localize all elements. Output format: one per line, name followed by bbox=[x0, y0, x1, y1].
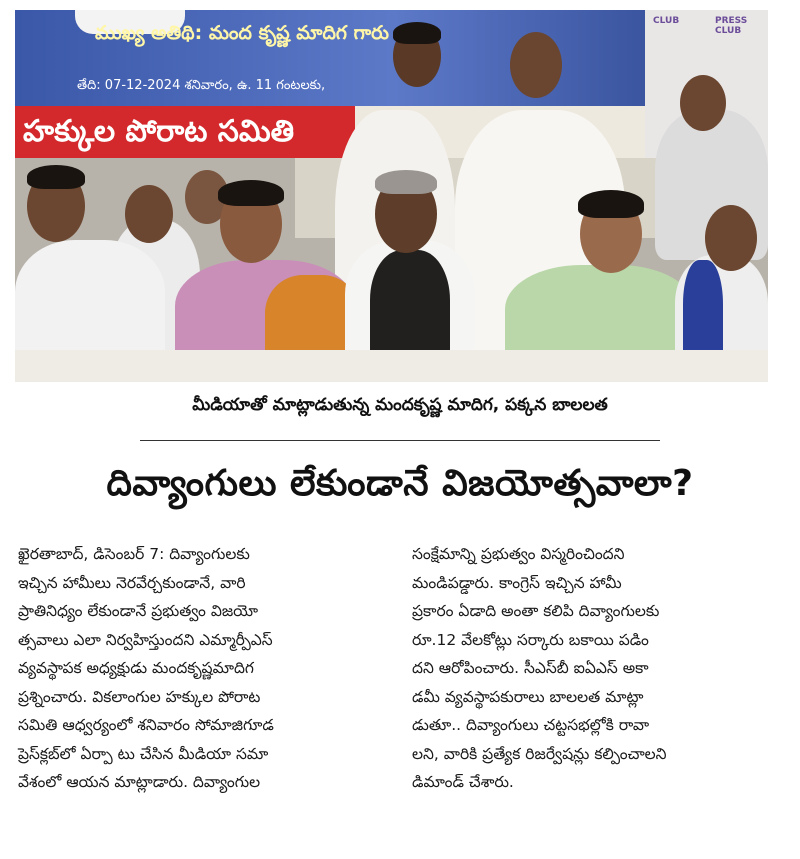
news-photo bbox=[15, 10, 768, 382]
article-line: లని, వారికి ప్రత్యేక రిజర్వేషన్లు కల్పించాలని bbox=[412, 744, 667, 763]
article-line: ప్రకారం ఏడాది అంతా కలిపి దివ్యాంగులకు bbox=[412, 602, 660, 620]
banner-title: హక్కుల పోరాట సమితి bbox=[23, 114, 295, 149]
article-line: డుతూ.. దివ్యాంగులు చట్టసభల్లోకి రావా bbox=[412, 716, 650, 734]
press-tag: PRESS CLUB bbox=[715, 16, 748, 36]
person-hair bbox=[375, 170, 437, 194]
article-line: ప్రెస్‌క్లబ్‌లో ఏర్పా టు చేసిన మీడియా సమా bbox=[18, 744, 269, 763]
person-head bbox=[705, 205, 757, 271]
article-line: రూ.12 వేలకోట్లు సర్కారు బకాయి పడిం bbox=[412, 630, 649, 649]
banner-red-strip bbox=[15, 106, 355, 158]
article-column-right bbox=[412, 540, 784, 797]
article-line: దని ఆరోపించారు. సీఎస్‌బీ ఐఏఎస్ అకా bbox=[412, 659, 649, 677]
person-head bbox=[510, 32, 562, 98]
article-line: డిమాండ్ చేశారు. bbox=[412, 773, 514, 791]
person-hair bbox=[218, 180, 284, 206]
article-line: మండిపడ్డారు. కాంగ్రెస్ ఇచ్చిన హామీ bbox=[412, 573, 622, 592]
person-head bbox=[125, 185, 173, 243]
article-line: సంక్షేమాన్ని ప్రభుత్వం విస్మరించిందని bbox=[412, 545, 625, 563]
person-hair bbox=[578, 190, 644, 218]
person-hair bbox=[393, 22, 441, 44]
article-line: ఖైరతాబాద్, డిసెంబర్ 7: దివ్యాంగులకు bbox=[18, 545, 250, 563]
article-line: డమీ వ్యవస్థాపకురాలు బాలలత మాట్లా bbox=[412, 687, 644, 706]
article-line: ప్రశ్నించారు. వికలాంగుల హక్కుల పోరాట bbox=[18, 687, 261, 706]
person-hair bbox=[27, 165, 85, 189]
conference-table bbox=[15, 350, 768, 382]
banner-date-line: తేది: 07-12-2024 శనివారం, ఉ. 11 గంటలకు, bbox=[77, 78, 326, 93]
article-line: ఇచ్చిన హామీలు నెరవేర్చకుండానే, వారి bbox=[18, 573, 246, 592]
article-line: సమితి ఆధ్వర్యంలో శనివారం సోమాజిగూడ bbox=[18, 716, 274, 734]
article-line: త్సవాలు ఎలా నిర్వహిస్తుందని ఎమ్మార్పీఎస్ bbox=[18, 630, 273, 649]
article-line: వ్యవస్థాపక అధ్యక్షుడు మందకృష్ణమాదిగ bbox=[18, 659, 254, 677]
caption-divider bbox=[140, 440, 660, 441]
headline: దివ్యాంగులు లేకుండానే విజయోత్సవాలా? bbox=[106, 463, 694, 504]
photo-caption: మీడియాతో మాట్లాడుతున్న మందకృష్ణ మాదిగ, పక్కన బాలలత bbox=[192, 395, 608, 415]
press-tag: CLUB bbox=[653, 16, 680, 26]
banner-guest-line: ముఖ్య అతిథి: మంద కృష్ణ మాదిగ గారు bbox=[95, 22, 389, 44]
article-line: వేశంలో ఆయన మాట్లాడారు. దివ్యాంగుల bbox=[18, 773, 261, 791]
article-column-left bbox=[18, 540, 390, 797]
article-line: ప్రాతినిధ్యం లేకుండానే ప్రభుత్వం విజయో bbox=[18, 602, 259, 620]
person-head bbox=[680, 75, 726, 131]
